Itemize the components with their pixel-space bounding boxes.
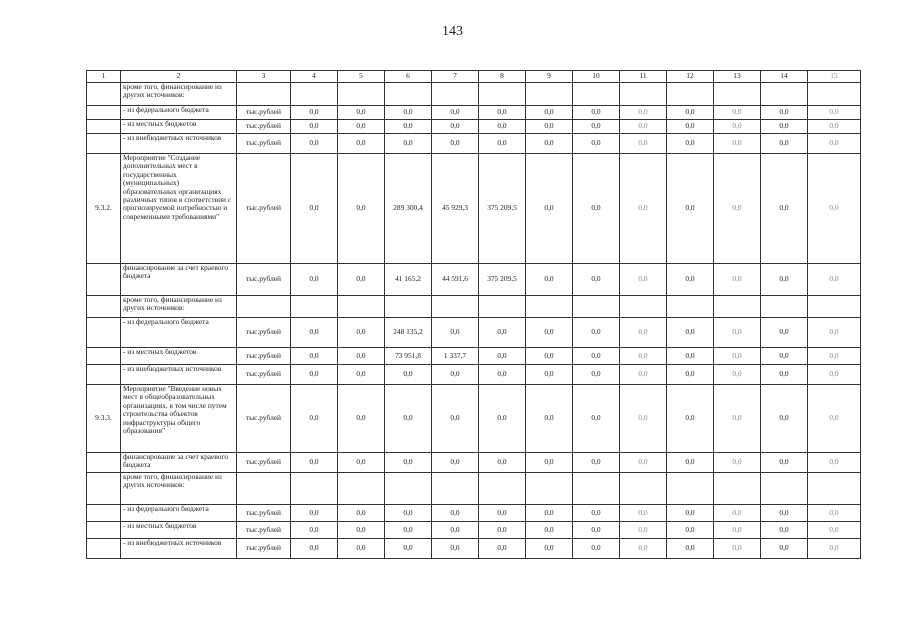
value-cell: 0,0 bbox=[385, 120, 432, 134]
row-code bbox=[87, 296, 121, 318]
table-row bbox=[87, 134, 861, 154]
row-code bbox=[87, 120, 121, 134]
value-cell: 0,0 bbox=[667, 365, 714, 385]
column-header-14: 14 bbox=[761, 71, 808, 83]
value-cell: 0,0 bbox=[479, 365, 526, 385]
value-cell bbox=[761, 296, 808, 318]
value-cell: 0,0 bbox=[291, 505, 338, 522]
row-code bbox=[87, 264, 121, 296]
table-row bbox=[87, 106, 861, 120]
row-code bbox=[87, 134, 121, 154]
row-description: - из внебюджетных источников bbox=[121, 365, 237, 385]
value-cell: 0,0 bbox=[620, 318, 667, 348]
value-cell: 0,0 bbox=[338, 134, 385, 154]
value-cell: 0,0 bbox=[714, 365, 761, 385]
value-cell: 0,0 bbox=[714, 505, 761, 522]
row-description: Мероприятие "Создание дополнительных мест в государственных (муниципальных) образовательных организациях различных типов в соответствии с прогнозируемой потребностью и современными требованиями" bbox=[121, 154, 237, 264]
value-cell: 0,0 bbox=[291, 348, 338, 365]
value-cell: 0,0 bbox=[761, 264, 808, 296]
value-cell: 0,0 bbox=[432, 365, 479, 385]
row-unit: тыс.рублей bbox=[237, 539, 291, 559]
value-cell: 0,0 bbox=[479, 318, 526, 348]
value-cell: 0,0 bbox=[526, 318, 573, 348]
table-row bbox=[87, 348, 861, 365]
value-cell bbox=[385, 296, 432, 318]
value-cell: 0,0 bbox=[338, 505, 385, 522]
value-cell: 0,0 bbox=[808, 522, 861, 539]
value-cell: 0,0 bbox=[714, 106, 761, 120]
row-description: финансирование за счет краевого бюджета bbox=[121, 453, 237, 473]
table-row bbox=[87, 453, 861, 473]
value-cell: 0,0 bbox=[385, 522, 432, 539]
value-cell: 289 300,4 bbox=[385, 154, 432, 264]
row-description: - из федерального бюджета bbox=[121, 505, 237, 522]
value-cell: 0,0 bbox=[479, 453, 526, 473]
value-cell: 0,0 bbox=[620, 385, 667, 453]
column-header-4: 4 bbox=[291, 71, 338, 83]
row-description: финансирование за счет краевого бюджета bbox=[121, 264, 237, 296]
column-header-15: 15 bbox=[808, 71, 861, 83]
value-cell: 0,0 bbox=[338, 154, 385, 264]
row-description: - из местных бюджетов bbox=[121, 348, 237, 365]
value-cell: 0,0 bbox=[761, 505, 808, 522]
value-cell bbox=[808, 296, 861, 318]
value-cell bbox=[573, 296, 620, 318]
value-cell bbox=[338, 83, 385, 106]
column-header-8: 8 bbox=[479, 71, 526, 83]
value-cell: 0,0 bbox=[620, 154, 667, 264]
value-cell: 0,0 bbox=[479, 522, 526, 539]
column-header-13: 13 bbox=[714, 71, 761, 83]
value-cell: 0,0 bbox=[385, 134, 432, 154]
value-cell bbox=[573, 83, 620, 106]
row-unit bbox=[237, 83, 291, 106]
row-unit: тыс.рублей bbox=[237, 264, 291, 296]
value-cell bbox=[620, 83, 667, 106]
value-cell: 0,0 bbox=[526, 385, 573, 453]
row-unit: тыс.рублей bbox=[237, 106, 291, 120]
value-cell: 0,0 bbox=[761, 318, 808, 348]
value-cell: 0,0 bbox=[291, 264, 338, 296]
value-cell: 0,0 bbox=[714, 348, 761, 365]
table-row bbox=[87, 385, 861, 453]
value-cell: 0,0 bbox=[667, 318, 714, 348]
row-code bbox=[87, 348, 121, 365]
value-cell: 0,0 bbox=[573, 539, 620, 559]
value-cell: 0,0 bbox=[573, 134, 620, 154]
value-cell: 0,0 bbox=[291, 154, 338, 264]
value-cell: 0,0 bbox=[808, 539, 861, 559]
value-cell: 0,0 bbox=[620, 348, 667, 365]
table-row bbox=[87, 539, 861, 559]
row-description: кроме того, финансирование из других источников: bbox=[121, 296, 237, 318]
value-cell: 0,0 bbox=[338, 385, 385, 453]
value-cell bbox=[620, 473, 667, 505]
value-cell: 0,0 bbox=[526, 134, 573, 154]
value-cell: 0,0 bbox=[479, 539, 526, 559]
row-code bbox=[87, 505, 121, 522]
value-cell: 0,0 bbox=[573, 264, 620, 296]
row-unit: тыс.рублей bbox=[237, 522, 291, 539]
value-cell: 0,0 bbox=[714, 522, 761, 539]
value-cell: 0,0 bbox=[714, 120, 761, 134]
value-cell: 0,0 bbox=[667, 522, 714, 539]
row-unit: тыс.рублей bbox=[237, 505, 291, 522]
value-cell: 0,0 bbox=[808, 505, 861, 522]
value-cell: 0,0 bbox=[808, 318, 861, 348]
value-cell: 0,0 bbox=[526, 539, 573, 559]
value-cell: 375 209,5 bbox=[479, 154, 526, 264]
column-header-12: 12 bbox=[667, 71, 714, 83]
row-unit: тыс.рублей bbox=[237, 385, 291, 453]
value-cell: 0,0 bbox=[573, 453, 620, 473]
value-cell: 0,0 bbox=[714, 264, 761, 296]
value-cell: 0,0 bbox=[714, 154, 761, 264]
column-header-2: 2 bbox=[121, 71, 237, 83]
table-row bbox=[87, 522, 861, 539]
row-unit bbox=[237, 296, 291, 318]
value-cell: 0,0 bbox=[291, 385, 338, 453]
value-cell: 0,0 bbox=[338, 365, 385, 385]
row-unit bbox=[237, 473, 291, 505]
value-cell bbox=[432, 473, 479, 505]
value-cell: 0,0 bbox=[526, 348, 573, 365]
column-header-11: 11 bbox=[620, 71, 667, 83]
value-cell: 0,0 bbox=[338, 106, 385, 120]
value-cell: 0,0 bbox=[808, 385, 861, 453]
table-row bbox=[87, 154, 861, 264]
value-cell: 0,0 bbox=[761, 154, 808, 264]
column-header-5: 5 bbox=[338, 71, 385, 83]
value-cell bbox=[667, 296, 714, 318]
table-body bbox=[87, 83, 861, 559]
value-cell: 0,0 bbox=[714, 539, 761, 559]
value-cell: 0,0 bbox=[432, 106, 479, 120]
value-cell: 1 337,7 bbox=[432, 348, 479, 365]
value-cell: 0,0 bbox=[667, 539, 714, 559]
value-cell: 0,0 bbox=[432, 453, 479, 473]
value-cell bbox=[714, 296, 761, 318]
value-cell: 0,0 bbox=[761, 539, 808, 559]
value-cell: 0,0 bbox=[338, 318, 385, 348]
row-code bbox=[87, 453, 121, 473]
value-cell bbox=[479, 296, 526, 318]
row-unit: тыс.рублей bbox=[237, 453, 291, 473]
row-code bbox=[87, 522, 121, 539]
value-cell bbox=[338, 473, 385, 505]
value-cell: 0,0 bbox=[620, 505, 667, 522]
value-cell: 375 209,5 bbox=[479, 264, 526, 296]
value-cell: 0,0 bbox=[338, 539, 385, 559]
table-row bbox=[87, 83, 861, 106]
value-cell: 0,0 bbox=[479, 120, 526, 134]
value-cell: 0,0 bbox=[573, 318, 620, 348]
value-cell: 0,0 bbox=[291, 522, 338, 539]
value-cell: 0,0 bbox=[667, 120, 714, 134]
value-cell bbox=[291, 473, 338, 505]
value-cell: 0,0 bbox=[385, 539, 432, 559]
value-cell: 0,0 bbox=[620, 264, 667, 296]
value-cell: 0,0 bbox=[573, 505, 620, 522]
value-cell: 0,0 bbox=[667, 348, 714, 365]
value-cell: 0,0 bbox=[620, 106, 667, 120]
value-cell: 0,0 bbox=[667, 106, 714, 120]
value-cell: 0,0 bbox=[573, 120, 620, 134]
value-cell: 0,0 bbox=[667, 385, 714, 453]
value-cell: 44 591,6 bbox=[432, 264, 479, 296]
column-header-1: 1 bbox=[87, 71, 121, 83]
value-cell bbox=[620, 296, 667, 318]
value-cell: 0,0 bbox=[432, 505, 479, 522]
value-cell: 0,0 bbox=[620, 522, 667, 539]
value-cell: 0,0 bbox=[761, 134, 808, 154]
value-cell bbox=[667, 83, 714, 106]
row-code bbox=[87, 318, 121, 348]
table-row bbox=[87, 505, 861, 522]
value-cell: 0,0 bbox=[808, 106, 861, 120]
value-cell: 0,0 bbox=[526, 505, 573, 522]
value-cell: 0,0 bbox=[526, 453, 573, 473]
value-cell: 0,0 bbox=[526, 120, 573, 134]
value-cell: 0,0 bbox=[808, 264, 861, 296]
value-cell: 0,0 bbox=[620, 453, 667, 473]
value-cell bbox=[761, 83, 808, 106]
row-description: - из внебюджетных источников bbox=[121, 134, 237, 154]
header-row bbox=[87, 71, 861, 83]
value-cell bbox=[338, 296, 385, 318]
row-unit: тыс.рублей bbox=[237, 154, 291, 264]
column-header-3: 3 bbox=[237, 71, 291, 83]
value-cell: 0,0 bbox=[385, 453, 432, 473]
row-code bbox=[87, 83, 121, 106]
row-description: - из федерального бюджета bbox=[121, 318, 237, 348]
value-cell: 0,0 bbox=[338, 264, 385, 296]
value-cell: 0,0 bbox=[573, 385, 620, 453]
column-header-9: 9 bbox=[526, 71, 573, 83]
column-header-7: 7 bbox=[432, 71, 479, 83]
value-cell bbox=[761, 473, 808, 505]
value-cell: 0,0 bbox=[338, 120, 385, 134]
value-cell: 0,0 bbox=[526, 365, 573, 385]
value-cell: 0,0 bbox=[761, 120, 808, 134]
value-cell: 0,0 bbox=[714, 134, 761, 154]
value-cell: 0,0 bbox=[808, 365, 861, 385]
value-cell: 0,0 bbox=[291, 106, 338, 120]
row-code: 9.3.2. bbox=[87, 154, 121, 264]
value-cell bbox=[479, 473, 526, 505]
value-cell: 0,0 bbox=[667, 264, 714, 296]
value-cell: 41 165,2 bbox=[385, 264, 432, 296]
value-cell: 0,0 bbox=[479, 106, 526, 120]
value-cell bbox=[291, 83, 338, 106]
table-row bbox=[87, 296, 861, 318]
table-row bbox=[87, 120, 861, 134]
row-unit: тыс.рублей bbox=[237, 134, 291, 154]
value-cell: 0,0 bbox=[291, 453, 338, 473]
row-description: кроме того, финансирование из других источников: bbox=[121, 83, 237, 106]
value-cell: 0,0 bbox=[761, 453, 808, 473]
row-unit: тыс.рублей bbox=[237, 120, 291, 134]
table-row bbox=[87, 264, 861, 296]
column-header-6: 6 bbox=[385, 71, 432, 83]
value-cell: 0,0 bbox=[385, 385, 432, 453]
value-cell: 0,0 bbox=[291, 539, 338, 559]
value-cell bbox=[526, 473, 573, 505]
value-cell: 0,0 bbox=[620, 365, 667, 385]
value-cell: 0,0 bbox=[573, 154, 620, 264]
row-code: 9.3.3. bbox=[87, 385, 121, 453]
value-cell: 0,0 bbox=[667, 505, 714, 522]
row-description: - из местных бюджетов bbox=[121, 522, 237, 539]
row-code bbox=[87, 539, 121, 559]
value-cell: 0,0 bbox=[667, 453, 714, 473]
value-cell: 0,0 bbox=[479, 505, 526, 522]
value-cell: 0,0 bbox=[808, 453, 861, 473]
value-cell: 0,0 bbox=[808, 154, 861, 264]
value-cell bbox=[526, 296, 573, 318]
value-cell bbox=[573, 473, 620, 505]
value-cell bbox=[714, 473, 761, 505]
value-cell: 0,0 bbox=[620, 120, 667, 134]
value-cell bbox=[432, 296, 479, 318]
value-cell: 0,0 bbox=[338, 522, 385, 539]
row-code bbox=[87, 473, 121, 505]
value-cell: 45 929,3 bbox=[432, 154, 479, 264]
value-cell: 0,0 bbox=[714, 318, 761, 348]
value-cell bbox=[385, 473, 432, 505]
value-cell: 0,0 bbox=[479, 348, 526, 365]
value-cell: 0,0 bbox=[714, 453, 761, 473]
budget-table bbox=[86, 70, 861, 559]
value-cell: 0,0 bbox=[620, 539, 667, 559]
value-cell: 0,0 bbox=[385, 106, 432, 120]
page-number: 143 bbox=[442, 24, 463, 39]
column-header-10: 10 bbox=[573, 71, 620, 83]
row-description: - из местных бюджетов bbox=[121, 120, 237, 134]
value-cell: 0,0 bbox=[291, 365, 338, 385]
value-cell bbox=[385, 83, 432, 106]
value-cell: 0,0 bbox=[479, 385, 526, 453]
value-cell: 0,0 bbox=[761, 522, 808, 539]
value-cell: 0,0 bbox=[432, 134, 479, 154]
value-cell bbox=[667, 473, 714, 505]
value-cell bbox=[808, 83, 861, 106]
value-cell: 0,0 bbox=[432, 522, 479, 539]
row-code bbox=[87, 365, 121, 385]
value-cell: 0,0 bbox=[291, 318, 338, 348]
table-row bbox=[87, 365, 861, 385]
value-cell bbox=[479, 83, 526, 106]
value-cell: 0,0 bbox=[573, 365, 620, 385]
value-cell: 0,0 bbox=[714, 385, 761, 453]
row-unit: тыс.рублей bbox=[237, 348, 291, 365]
value-cell: 0,0 bbox=[432, 120, 479, 134]
value-cell: 0,0 bbox=[385, 365, 432, 385]
value-cell: 0,0 bbox=[338, 348, 385, 365]
value-cell: 0,0 bbox=[526, 264, 573, 296]
value-cell: 0,0 bbox=[808, 348, 861, 365]
value-cell: 0,0 bbox=[432, 318, 479, 348]
value-cell: 0,0 bbox=[573, 348, 620, 365]
value-cell: 0,0 bbox=[385, 505, 432, 522]
value-cell bbox=[714, 83, 761, 106]
value-cell: 0,0 bbox=[667, 154, 714, 264]
value-cell: 0,0 bbox=[291, 134, 338, 154]
value-cell: 73 951,8 bbox=[385, 348, 432, 365]
value-cell: 0,0 bbox=[526, 522, 573, 539]
value-cell: 0,0 bbox=[432, 385, 479, 453]
row-description: - из федерального бюджета bbox=[121, 106, 237, 120]
row-code bbox=[87, 106, 121, 120]
row-description: кроме того, финансирование из других источников: bbox=[121, 473, 237, 505]
value-cell: 0,0 bbox=[808, 134, 861, 154]
table-row bbox=[87, 473, 861, 505]
value-cell: 0,0 bbox=[573, 522, 620, 539]
value-cell: 0,0 bbox=[573, 106, 620, 120]
value-cell bbox=[526, 83, 573, 106]
table-row bbox=[87, 318, 861, 348]
value-cell: 0,0 bbox=[432, 539, 479, 559]
value-cell bbox=[432, 83, 479, 106]
value-cell: 0,0 bbox=[620, 134, 667, 154]
value-cell: 0,0 bbox=[526, 154, 573, 264]
row-description: Мероприятие "Введение новых мест в общеобразовательных организациях, в том числе путем строительства объектов инфраструктуры общего образования" bbox=[121, 385, 237, 453]
value-cell: 0,0 bbox=[291, 120, 338, 134]
value-cell: 0,0 bbox=[808, 120, 861, 134]
row-description: - из внебюджетных источников bbox=[121, 539, 237, 559]
value-cell: 0,0 bbox=[761, 385, 808, 453]
value-cell bbox=[808, 473, 861, 505]
value-cell: 0,0 bbox=[338, 453, 385, 473]
row-unit: тыс.рублей bbox=[237, 318, 291, 348]
value-cell: 0,0 bbox=[479, 134, 526, 154]
value-cell bbox=[291, 296, 338, 318]
row-unit: тыс.рублей bbox=[237, 365, 291, 385]
value-cell: 0,0 bbox=[761, 106, 808, 120]
value-cell: 0,0 bbox=[667, 134, 714, 154]
value-cell: 0,0 bbox=[761, 365, 808, 385]
value-cell: 0,0 bbox=[526, 106, 573, 120]
value-cell: 0,0 bbox=[761, 348, 808, 365]
value-cell: 248 135,2 bbox=[385, 318, 432, 348]
